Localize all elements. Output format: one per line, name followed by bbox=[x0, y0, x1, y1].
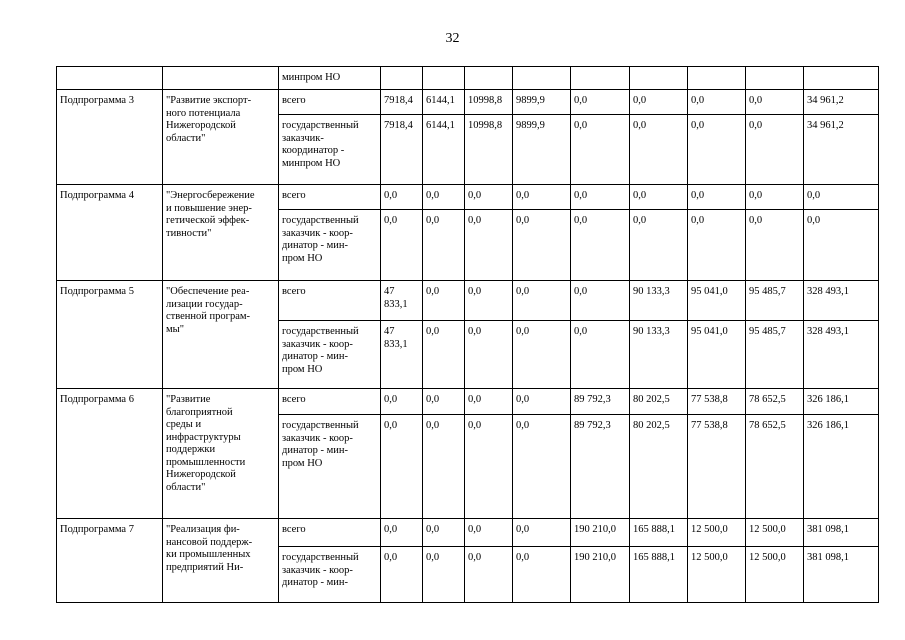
value-cell: 77 538,8 bbox=[688, 415, 746, 519]
value-cell: 0,0 bbox=[804, 185, 879, 210]
value-cell: 78 652,5 bbox=[746, 415, 804, 519]
value-cell: 0,0 bbox=[804, 210, 879, 281]
table-row bbox=[57, 519, 879, 547]
value-cell: 0,0 bbox=[571, 210, 630, 281]
value-cell: 0,0 bbox=[381, 547, 423, 603]
value-cell: 0,0 bbox=[513, 547, 571, 603]
table-row bbox=[57, 389, 879, 415]
value-cell: 0,0 bbox=[513, 210, 571, 281]
value-cell: 0,0 bbox=[381, 389, 423, 415]
executor-cell: минпром НО bbox=[279, 67, 381, 90]
value-cell: 326 186,1 bbox=[804, 389, 879, 415]
value-cell: 0,0 bbox=[423, 415, 465, 519]
value-cell: 47 833,1 bbox=[381, 321, 423, 389]
value-cell: 328 493,1 bbox=[804, 281, 879, 321]
program-title-cell: "Развитие благоприятной среды и инфраструктуры поддержки промышленности Нижегородской области" bbox=[163, 389, 279, 519]
value-cell: 0,0 bbox=[513, 281, 571, 321]
program-label-cell bbox=[57, 67, 163, 90]
value-cell: 0,0 bbox=[746, 115, 804, 185]
value-cell: 0,0 bbox=[746, 185, 804, 210]
executor-cell: государственный заказчик - коор- динатор - мин- пром НО bbox=[279, 321, 381, 389]
value-cell: 12 500,0 bbox=[688, 519, 746, 547]
value-cell: 0,0 bbox=[465, 321, 513, 389]
value-cell: 0,0 bbox=[513, 519, 571, 547]
value-cell: 0,0 bbox=[423, 547, 465, 603]
value-cell: 381 098,1 bbox=[804, 547, 879, 603]
executor-cell: государственный заказчик - коор- динатор - мин- пром НО bbox=[279, 415, 381, 519]
value-cell: 0,0 bbox=[746, 90, 804, 115]
table-row bbox=[57, 67, 879, 90]
value-cell: 77 538,8 bbox=[688, 389, 746, 415]
value-cell: 0,0 bbox=[423, 210, 465, 281]
value-cell: 0,0 bbox=[571, 321, 630, 389]
value-cell: 6144,1 bbox=[423, 115, 465, 185]
value-cell: 0,0 bbox=[513, 321, 571, 389]
value-cell: 34 961,2 bbox=[804, 90, 879, 115]
value-cell: 190 210,0 bbox=[571, 547, 630, 603]
value-cell: 0,0 bbox=[688, 185, 746, 210]
value-cell: 95 041,0 bbox=[688, 321, 746, 389]
value-cell: 0,0 bbox=[571, 185, 630, 210]
value-cell: 0,0 bbox=[630, 185, 688, 210]
value-cell: 0,0 bbox=[423, 185, 465, 210]
value-cell bbox=[465, 67, 513, 90]
executor-cell: всего bbox=[279, 389, 381, 415]
value-cell bbox=[688, 67, 746, 90]
value-cell: 0,0 bbox=[571, 281, 630, 321]
value-cell: 0,0 bbox=[465, 415, 513, 519]
value-cell: 12 500,0 bbox=[746, 547, 804, 603]
value-cell: 0,0 bbox=[688, 210, 746, 281]
value-cell: 7918,4 bbox=[381, 115, 423, 185]
program-title-cell: "Реализация фи- нансовой поддерж- ки промышленных предприятий Ни- bbox=[163, 519, 279, 603]
value-cell bbox=[746, 67, 804, 90]
value-cell: 0,0 bbox=[381, 185, 423, 210]
program-title-cell: "Обеспечение реа- лизации государ- ственной програм- мы" bbox=[163, 281, 279, 389]
value-cell: 0,0 bbox=[381, 415, 423, 519]
value-cell: 0,0 bbox=[688, 90, 746, 115]
value-cell: 89 792,3 bbox=[571, 415, 630, 519]
budget-table bbox=[56, 66, 879, 603]
executor-cell: государственный заказчик - коор- динатор - мин- пром НО bbox=[279, 210, 381, 281]
value-cell: 0,0 bbox=[423, 519, 465, 547]
value-cell: 190 210,0 bbox=[571, 519, 630, 547]
value-cell: 47 833,1 bbox=[381, 281, 423, 321]
value-cell: 0,0 bbox=[746, 210, 804, 281]
table-row bbox=[57, 281, 879, 321]
value-cell: 165 888,1 bbox=[630, 519, 688, 547]
value-cell: 0,0 bbox=[630, 210, 688, 281]
value-cell: 0,0 bbox=[513, 389, 571, 415]
value-cell: 0,0 bbox=[381, 210, 423, 281]
program-label-cell: Подпрограмма 6 bbox=[57, 389, 163, 519]
value-cell: 0,0 bbox=[423, 321, 465, 389]
value-cell: 0,0 bbox=[465, 185, 513, 210]
program-label-cell: Подпрограмма 4 bbox=[57, 185, 163, 281]
value-cell bbox=[630, 67, 688, 90]
value-cell: 9899,9 bbox=[513, 115, 571, 185]
value-cell: 95 041,0 bbox=[688, 281, 746, 321]
value-cell: 0,0 bbox=[688, 115, 746, 185]
value-cell: 328 493,1 bbox=[804, 321, 879, 389]
value-cell bbox=[571, 67, 630, 90]
value-cell: 0,0 bbox=[423, 389, 465, 415]
value-cell: 10998,8 bbox=[465, 115, 513, 185]
value-cell: 326 186,1 bbox=[804, 415, 879, 519]
value-cell: 0,0 bbox=[513, 415, 571, 519]
value-cell bbox=[513, 67, 571, 90]
value-cell bbox=[381, 67, 423, 90]
value-cell: 89 792,3 bbox=[571, 389, 630, 415]
value-cell: 0,0 bbox=[465, 210, 513, 281]
value-cell: 0,0 bbox=[465, 389, 513, 415]
table-row bbox=[57, 185, 879, 210]
value-cell bbox=[804, 67, 879, 90]
value-cell: 78 652,5 bbox=[746, 389, 804, 415]
program-title-cell: "Развитие экспорт- ного потенциала Нижегородской области" bbox=[163, 90, 279, 185]
value-cell: 95 485,7 bbox=[746, 281, 804, 321]
executor-cell: всего bbox=[279, 90, 381, 115]
value-cell: 6144,1 bbox=[423, 90, 465, 115]
value-cell: 90 133,3 bbox=[630, 281, 688, 321]
program-label-cell: Подпрограмма 7 bbox=[57, 519, 163, 603]
program-label-cell: Подпрограмма 5 bbox=[57, 281, 163, 389]
value-cell: 0,0 bbox=[465, 519, 513, 547]
value-cell: 0,0 bbox=[381, 519, 423, 547]
page-number: 32 bbox=[445, 31, 460, 46]
value-cell: 90 133,3 bbox=[630, 321, 688, 389]
value-cell: 0,0 bbox=[571, 90, 630, 115]
value-cell: 165 888,1 bbox=[630, 547, 688, 603]
executor-cell: государственный заказчик - коор- динатор - мин- bbox=[279, 547, 381, 603]
value-cell: 9899,9 bbox=[513, 90, 571, 115]
value-cell: 10998,8 bbox=[465, 90, 513, 115]
executor-cell: всего bbox=[279, 281, 381, 321]
program-title-cell bbox=[163, 67, 279, 90]
value-cell: 12 500,0 bbox=[688, 547, 746, 603]
value-cell: 0,0 bbox=[465, 547, 513, 603]
value-cell: 0,0 bbox=[423, 281, 465, 321]
executor-cell: всего bbox=[279, 185, 381, 210]
value-cell: 0,0 bbox=[571, 115, 630, 185]
value-cell: 0,0 bbox=[630, 115, 688, 185]
table-row bbox=[57, 90, 879, 115]
program-label-cell: Подпрограмма 3 bbox=[57, 90, 163, 185]
value-cell: 381 098,1 bbox=[804, 519, 879, 547]
value-cell: 12 500,0 bbox=[746, 519, 804, 547]
value-cell: 0,0 bbox=[465, 281, 513, 321]
executor-cell: государственный заказчик- координатор - минпром НО bbox=[279, 115, 381, 185]
value-cell: 80 202,5 bbox=[630, 389, 688, 415]
value-cell: 95 485,7 bbox=[746, 321, 804, 389]
value-cell: 0,0 bbox=[513, 185, 571, 210]
value-cell: 0,0 bbox=[630, 90, 688, 115]
executor-cell: всего bbox=[279, 519, 381, 547]
value-cell bbox=[423, 67, 465, 90]
program-title-cell: "Энергосбережение и повышение энер- гетической эффек- тивности" bbox=[163, 185, 279, 281]
value-cell: 34 961,2 bbox=[804, 115, 879, 185]
value-cell: 80 202,5 bbox=[630, 415, 688, 519]
value-cell: 7918,4 bbox=[381, 90, 423, 115]
